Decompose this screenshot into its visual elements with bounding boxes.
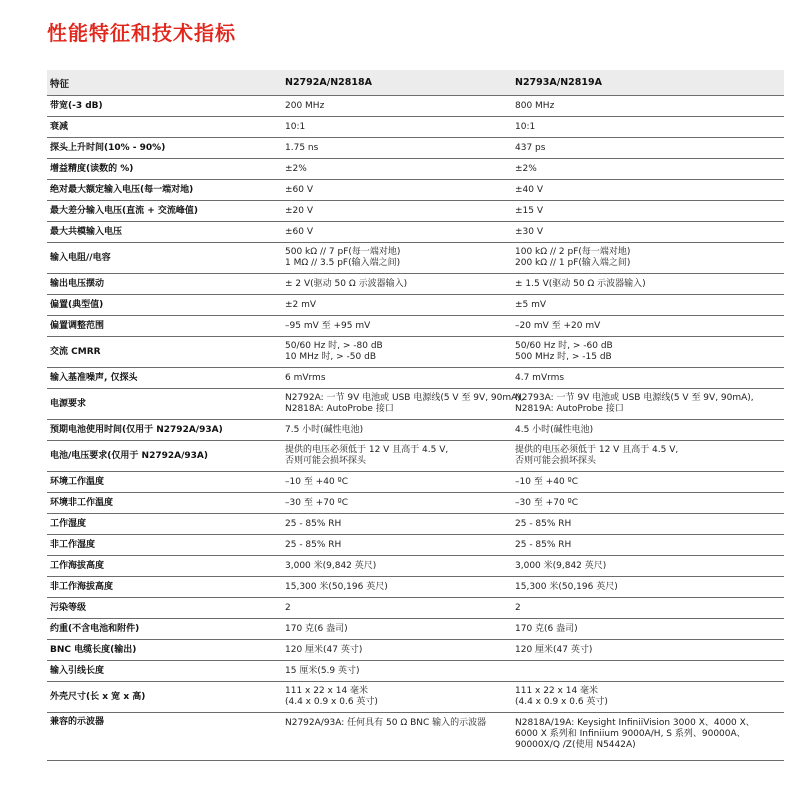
spec-value-line: ±60 V (285, 184, 314, 195)
spec-value-model-a (282, 368, 512, 389)
table-row (47, 556, 784, 577)
spec-value-model-a (282, 514, 512, 535)
spec-value-model-a (282, 222, 512, 243)
spec-value-model-a (282, 117, 512, 138)
spec-value-model-a (282, 577, 512, 598)
spec-value-line: 50/60 Hz 时, > -60 dB (515, 341, 613, 351)
spec-value-model-b (512, 619, 784, 640)
table-row (47, 493, 784, 514)
spec-value-line: 否则可能会损坏探头 (285, 456, 367, 466)
spec-value-line: N2819A: AutoProbe 接口 (515, 404, 624, 414)
spec-value-model-b (512, 535, 784, 556)
spec-value-model-b (512, 138, 784, 159)
spec-value-line: 4.7 mVrms (515, 372, 565, 383)
spec-value-line: N2818A/19A: Keysight InfiniiVision 3000 X、4000 X、 (515, 718, 755, 728)
spec-value-model-b (512, 337, 784, 368)
spec-label: 外壳尺寸(长 x 宽 x 高) (47, 682, 282, 713)
spec-label: 预期电池使用时间(仅用于 N2792A/93A) (47, 420, 282, 441)
spec-value-line: 120 厘米(47 英寸) (285, 644, 363, 655)
spec-value-line: ± 1.5 V(驱动 50 Ω 示波器输入) (515, 278, 646, 289)
spec-label: 增益精度(读数的 %) (47, 159, 282, 180)
spec-value-line: 25 - 85% RH (515, 518, 572, 529)
spec-value-line: ±5 mV (515, 299, 547, 310)
spec-value-model-b (512, 389, 784, 420)
spec-value-model-a (282, 337, 512, 368)
table-row (47, 713, 784, 761)
spec-value-model-a (282, 441, 512, 472)
spec-value-model-a (282, 493, 512, 514)
spec-value-line: ± 2 V(驱动 50 Ω 示波器输入) (285, 278, 408, 289)
spec-value-model-b (512, 243, 784, 274)
spec-value-line: 500 kΩ // 7 pF(每一端对地) (285, 247, 401, 257)
spec-label: 非工作湿度 (47, 535, 282, 556)
spec-value-model-a (282, 556, 512, 577)
spec-value-model-a (282, 138, 512, 159)
spec-label: 最大差分输入电压(直流 + 交流峰值) (47, 201, 282, 222)
spec-value-line: (4.4 x 0.9 x 0.6 英寸) (285, 697, 378, 707)
spec-value-line: ±2% (515, 163, 537, 174)
spec-label: 工作海拔高度 (47, 556, 282, 577)
spec-value-model-b (512, 713, 784, 761)
spec-value-model-b (512, 159, 784, 180)
spec-value-model-a (282, 640, 512, 661)
table-row (47, 682, 784, 713)
table-row (47, 117, 784, 138)
spec-value-line: 10 MHz 时, > -50 dB (285, 352, 377, 362)
spec-value-line: 10:1 (515, 121, 536, 132)
model-a-column-header: N2792A/N2818A (282, 70, 512, 96)
spec-value-line: 4.5 小时(碱性电池) (515, 424, 594, 435)
spec-value-model-b (512, 514, 784, 535)
spec-value-line: (4.4 x 0.9 x 0.6 英寸) (515, 697, 608, 707)
spec-value-model-b (512, 96, 784, 117)
spec-value-line: 800 MHz (515, 100, 555, 111)
spec-value-model-a (282, 243, 512, 274)
spec-value-model-a (282, 713, 512, 761)
spec-label: 带宽(-3 dB) (47, 96, 282, 117)
spec-value-line: 否则可能会损坏探头 (515, 456, 597, 466)
spec-value-line: 111 x 22 x 14 毫米 (285, 686, 369, 696)
spec-label: 环境工作温度 (47, 472, 282, 493)
spec-value-line: 25 - 85% RH (515, 539, 572, 550)
table-row (47, 514, 784, 535)
spec-value-model-a (282, 619, 512, 640)
table-row (47, 535, 784, 556)
table-row (47, 222, 784, 243)
spec-label: 探头上升时间(10% - 90%) (47, 138, 282, 159)
spec-label: 污染等级 (47, 598, 282, 619)
spec-label: 电源要求 (47, 389, 282, 420)
spec-label: 输出电压摆动 (47, 274, 282, 295)
spec-value-model-a (282, 274, 512, 295)
spec-label: 输入电阻//电容 (47, 243, 282, 274)
spec-value-model-b (512, 556, 784, 577)
table-row (47, 138, 784, 159)
spec-label: 环境非工作温度 (47, 493, 282, 514)
spec-value-line: 500 MHz 时, > -15 dB (515, 352, 612, 362)
table-row (47, 96, 784, 117)
spec-table-body (47, 96, 784, 761)
spec-value-line: 15 厘米(5.9 英寸) (285, 665, 360, 676)
spec-label: 最大共模输入电压 (47, 222, 282, 243)
spec-value-line: N2792A: 一节 9V 电池或 USB 电源线(5 V 至 9V, 90mA), (285, 393, 524, 403)
spec-label: 输入引线长度 (47, 661, 282, 682)
spec-value-line: ±2 mV (285, 299, 317, 310)
spec-value-line: –10 至 +40 ºC (515, 476, 579, 487)
spec-value-line: ±15 V (515, 205, 544, 216)
spec-label: 衰减 (47, 117, 282, 138)
table-row (47, 159, 784, 180)
page-title: 性能特征和技术指标 (47, 21, 236, 45)
spec-label: 交流 CMRR (47, 337, 282, 368)
spec-value-line: N2793A: 一节 9V 电池或 USB 电源线(5 V 至 9V, 90mA), (515, 393, 754, 403)
model-b-column-header: N2793A/N2819A (512, 70, 784, 96)
table-row (47, 295, 784, 316)
spec-value-line: 1 MΩ // 3.5 pF(输入端之间) (285, 258, 401, 268)
table-row (47, 389, 784, 420)
spec-value-model-a (282, 159, 512, 180)
spec-value-line: 25 - 85% RH (285, 539, 342, 550)
table-row (47, 368, 784, 389)
spec-value-model-b (512, 493, 784, 514)
spec-value-line: –10 至 +40 ºC (285, 476, 349, 487)
spec-table (47, 70, 784, 761)
table-row (47, 337, 784, 368)
spec-value-line: 7.5 小时(碱性电池) (285, 424, 364, 435)
table-row (47, 316, 784, 337)
table-row (47, 201, 784, 222)
spec-value-model-a (282, 598, 512, 619)
table-row (47, 472, 784, 493)
spec-value-line: 提供的电压必须低于 12 V 且高于 4.5 V, (285, 445, 449, 455)
spec-value-line: 2 (515, 602, 521, 613)
spec-value-model-a (282, 420, 512, 441)
spec-value-line: ±40 V (515, 184, 544, 195)
spec-value-line: ±2% (285, 163, 307, 174)
feature-column-header: 特征 (47, 70, 282, 96)
table-row (47, 274, 784, 295)
table-row (47, 661, 784, 682)
spec-value-line: –30 至 +70 ºC (285, 497, 349, 508)
spec-value-model-a (282, 472, 512, 493)
spec-value-line: 6000 X 系列和 Infiniium 9000A/H, S 系列、90000A、 (515, 729, 746, 739)
spec-value-line: 1.75 ns (285, 142, 319, 153)
table-row (47, 640, 784, 661)
spec-value-model-b (512, 295, 784, 316)
spec-label: 约重(不含电池和附件) (47, 619, 282, 640)
spec-value-line: 437 ps (515, 142, 546, 153)
spec-value-model-b (512, 201, 784, 222)
spec-value-line: 6 mVrms (285, 372, 326, 383)
spec-value-model-b (512, 274, 784, 295)
spec-value-model-b (512, 577, 784, 598)
table-row (47, 420, 784, 441)
spec-value-model-b (512, 316, 784, 337)
spec-label: 输入基准噪声, 仅探头 (47, 368, 282, 389)
table-row (47, 243, 784, 274)
table-row (47, 180, 784, 201)
spec-value-line: –20 mV 至 +20 mV (515, 320, 601, 331)
spec-label: 偏置调整范围 (47, 316, 282, 337)
spec-value-model-b (512, 222, 784, 243)
spec-value-model-a (282, 535, 512, 556)
spec-value-line: ±60 V (285, 226, 314, 237)
spec-value-model-b (512, 368, 784, 389)
spec-value-model-b (512, 472, 784, 493)
spec-value-line: 100 kΩ // 2 pF(每一端对地) (515, 247, 631, 257)
spec-value-line: ±20 V (285, 205, 314, 216)
spec-value-model-b (512, 598, 784, 619)
spec-value-line: N2792A/93A: 任何具有 50 Ω BNC 输入的示波器 (285, 718, 487, 728)
spec-value-model-a (282, 661, 512, 682)
spec-value-model-a (282, 389, 524, 420)
spec-value-line: 170 克(6 盎司) (285, 623, 348, 634)
spec-value-line: 111 x 22 x 14 毫米 (515, 686, 599, 696)
spec-value-line: 50/60 Hz 时, > -80 dB (285, 341, 383, 351)
spec-value-line: –30 至 +70 ºC (515, 497, 579, 508)
spec-value-line: 15,300 米(50,196 英尺) (515, 581, 618, 592)
spec-value-line: 120 厘米(47 英寸) (515, 644, 593, 655)
spec-value-line: ±30 V (515, 226, 544, 237)
spec-value-model-b (512, 441, 784, 472)
spec-value-line: 2 (285, 602, 291, 613)
spec-label: BNC 电缆长度(输出) (47, 640, 282, 661)
spec-value-model-b (512, 640, 784, 661)
spec-value-model-b (512, 661, 784, 682)
spec-value-line: 15,300 米(50,196 英尺) (285, 581, 388, 592)
spec-value-line: 3,000 米(9,842 英尺) (515, 560, 607, 571)
spec-value-line: 170 克(6 盎司) (515, 623, 578, 634)
spec-value-line: 10:1 (285, 121, 306, 132)
spec-value-model-b (512, 117, 784, 138)
spec-label: 非工作海拔高度 (47, 577, 282, 598)
spec-value-model-a (282, 201, 512, 222)
table-row (47, 598, 784, 619)
spec-value-line: 提供的电压必须低于 12 V 且高于 4.5 V, (515, 445, 679, 455)
spec-value-model-a (282, 295, 512, 316)
spec-label: 绝对最大额定输入电压(每一端对地) (47, 180, 282, 201)
spec-value-model-b (512, 682, 784, 713)
spec-label: 偏置(典型值) (47, 295, 282, 316)
table-header-row (47, 70, 784, 96)
spec-value-model-b (512, 180, 784, 201)
spec-value-model-a (282, 682, 512, 713)
spec-value-line: 25 - 85% RH (285, 518, 342, 529)
spec-label: 兼容的示波器 (47, 713, 282, 761)
spec-label: 电池/电压要求(仅用于 N2792A/93A) (47, 441, 282, 472)
spec-value-line: 200 kΩ // 1 pF(输入端之间) (515, 258, 631, 268)
spec-value-line: N2818A: AutoProbe 接口 (285, 404, 394, 414)
spec-value-line: 90000X/Q /Z(使用 N5442A) (515, 740, 636, 750)
spec-value-line: 3,000 米(9,842 英尺) (285, 560, 377, 571)
spec-value-model-a (282, 96, 512, 117)
table-row (47, 441, 784, 472)
spec-value-line: 200 MHz (285, 100, 325, 111)
spec-value-model-a (282, 316, 512, 337)
spec-value-model-b (512, 420, 784, 441)
spec-value-line: –95 mV 至 +95 mV (285, 320, 371, 331)
table-row (47, 577, 784, 598)
spec-label: 工作湿度 (47, 514, 282, 535)
spec-value-model-a (282, 180, 512, 201)
table-row (47, 619, 784, 640)
